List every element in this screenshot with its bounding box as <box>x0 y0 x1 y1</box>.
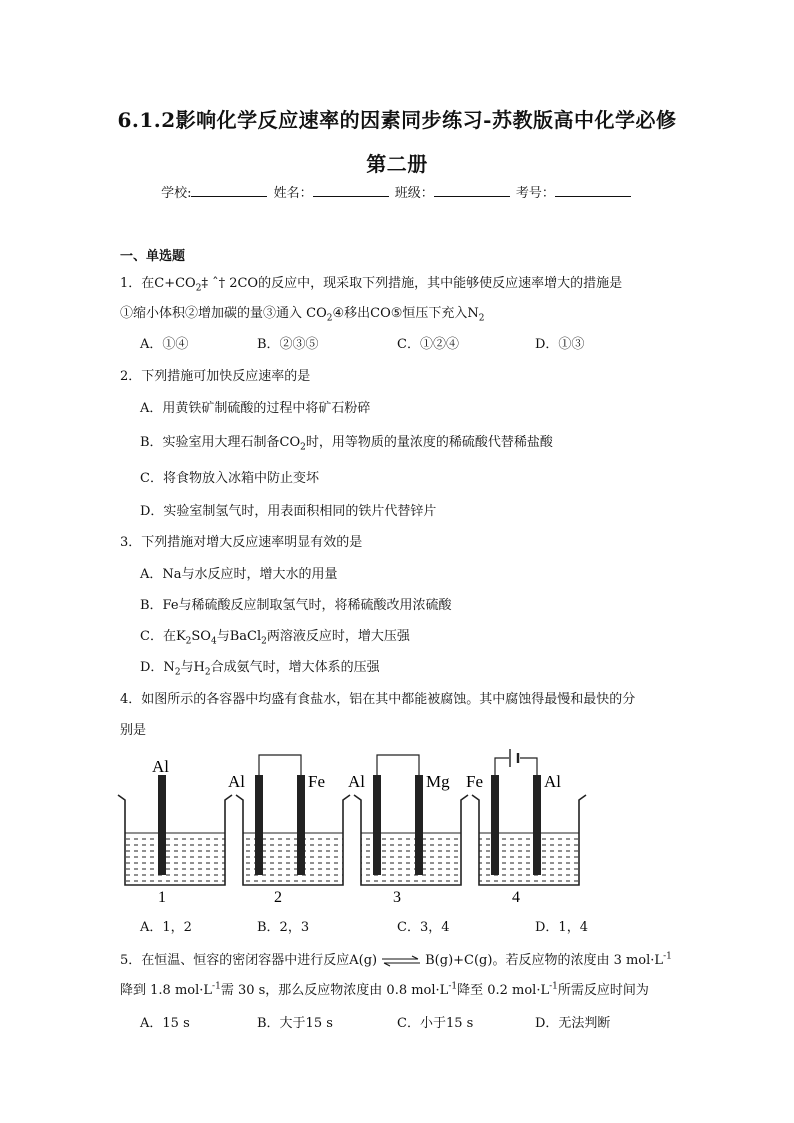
beakers-figure <box>110 740 590 910</box>
question-1-option-d[interactable]: D．①③ <box>535 337 585 352</box>
electrode-al <box>533 775 541 875</box>
electrode-al <box>158 775 166 875</box>
question-5-option-c[interactable]: C．小于15 s <box>397 1016 474 1031</box>
section-heading: 一、单选题 <box>120 249 186 264</box>
question-5-option-b[interactable]: B．大于15 s <box>257 1016 333 1031</box>
exam-no-blank[interactable] <box>555 184 631 197</box>
wire <box>377 755 419 775</box>
question-4-option-b[interactable]: B．2，3 <box>257 920 310 935</box>
beaker-4-left-label: Fe <box>466 772 483 791</box>
question-2-option-c[interactable]: C．将食物放入冰箱中防止变坏 <box>140 471 319 486</box>
beaker-2-left-label: Al <box>228 772 245 791</box>
question-1-option-b[interactable]: B．②③⑤ <box>257 337 319 352</box>
question-2-option-b[interactable]: B．实验室用大理石制备$CO_2$时，用等物质的量浓度的稀硫酸代替稀盐酸 <box>140 435 553 453</box>
electrode-fe <box>491 775 499 875</box>
question-2-option-a[interactable]: A．用黄铁矿制硫酸的过程中将矿石粉碎 <box>140 401 371 416</box>
school-blank[interactable] <box>191 184 267 197</box>
question-1-stem: 1．在$C+CO_2\ddagger$ ˆ† 2CO的反应中，现采取下列措施，其中能够使反应速率增大的措施是 <box>120 276 623 294</box>
school-label: 学校: <box>161 186 192 201</box>
name-label: 姓名： <box>273 186 313 201</box>
wire <box>259 755 301 775</box>
question-2-option-d[interactable]: D．实验室制氢气时，用表面积相同的铁片代替锌片 <box>140 504 437 519</box>
wire <box>495 758 509 775</box>
beaker-1-electrode-label: Al <box>152 757 169 776</box>
beaker-1-number: 1 <box>158 889 166 906</box>
name-blank[interactable] <box>313 184 389 197</box>
question-5-stem-line2: 降到 1.8 $mol\cdot L^{-1}$需 30 s，那么反应物浓度由 0.8 $mol\cdot L^{-1}$降至 0.2 $mol\cdot L^{-1}$所需反应时间为 <box>120 981 649 998</box>
electrode-al <box>255 775 263 875</box>
question-4-option-d[interactable]: D．1，4 <box>535 920 588 935</box>
beaker-4-number: 4 <box>512 889 520 906</box>
beaker-3-right-label: Mg <box>426 772 450 791</box>
electrode-fe <box>297 775 305 875</box>
question-3-option-d[interactable]: D．$N_2$与$H_2$合成氨气时，增大体系的压强 <box>140 660 380 678</box>
wire <box>520 758 537 775</box>
question-4-option-c[interactable]: C．3，4 <box>397 920 450 935</box>
electrode-al <box>373 775 381 875</box>
beaker-2 <box>228 755 350 906</box>
beaker-4 <box>466 749 586 906</box>
question-4-option-a[interactable]: A．1，2 <box>140 920 192 935</box>
question-2-stem: 2．下列措施可加快反应速率的是 <box>120 369 311 384</box>
beaker-3-left-label: Al <box>348 772 365 791</box>
beaker-3-number: 3 <box>393 889 401 906</box>
question-3-option-c[interactable]: C．在$K_2SO_4$与BaCl$_2$两溶液反应时，增大压强 <box>140 629 410 647</box>
exam-no-label: 考号： <box>515 186 555 201</box>
question-3-option-b[interactable]: B．Fe与稀硫酸反应制取氢气时，将稀硫酸改用浓硫酸 <box>140 598 452 613</box>
page-title: 6.1.2影响化学反应速率的因素同步练习-苏教版高中化学必修 <box>117 108 677 132</box>
question-1-measures: ①缩小体积②增加碳的量③通入 $CO_2④$移出CO⑤恒压下充入$N_2$ <box>120 306 485 324</box>
beaker-4-right-label: Al <box>544 772 561 791</box>
class-label: 班级： <box>394 186 434 201</box>
question-4-stem-line2: 别是 <box>120 723 147 738</box>
electrode-mg <box>415 775 423 875</box>
question-1-option-a[interactable]: A．①④ <box>140 337 189 352</box>
page-title-line2: 第二册 <box>366 152 428 176</box>
question-5-option-d[interactable]: D．无法判断 <box>535 1016 611 1031</box>
question-3-stem: 3．下列措施对增大反应速率明显有效的是 <box>120 535 363 550</box>
beaker-1 <box>118 757 232 906</box>
question-5-stem: 5．在恒温、恒容的密闭容器中进行反应A(g) B(g)+C(g)。若反应物的浓度由 3 $mol\cdot L^{-1}$ <box>120 951 672 968</box>
beaker-2-number: 2 <box>274 889 282 906</box>
question-1-option-c[interactable]: C．①②④ <box>397 337 459 352</box>
equilibrium-arrow-icon <box>380 955 422 967</box>
question-3-option-a[interactable]: A．Na与水反应时，增大水的用量 <box>140 567 338 582</box>
beaker-3 <box>348 755 468 906</box>
beaker-2-right-label: Fe <box>308 772 325 791</box>
question-4-stem: 4．如图所示的各容器中均盛有食盐水，铝在其中都能被腐蚀。其中腐蚀得最慢和最快的分 <box>120 692 636 707</box>
question-5-option-a[interactable]: A．15 s <box>140 1016 190 1031</box>
class-blank[interactable] <box>434 184 510 197</box>
student-info <box>0 182 794 201</box>
